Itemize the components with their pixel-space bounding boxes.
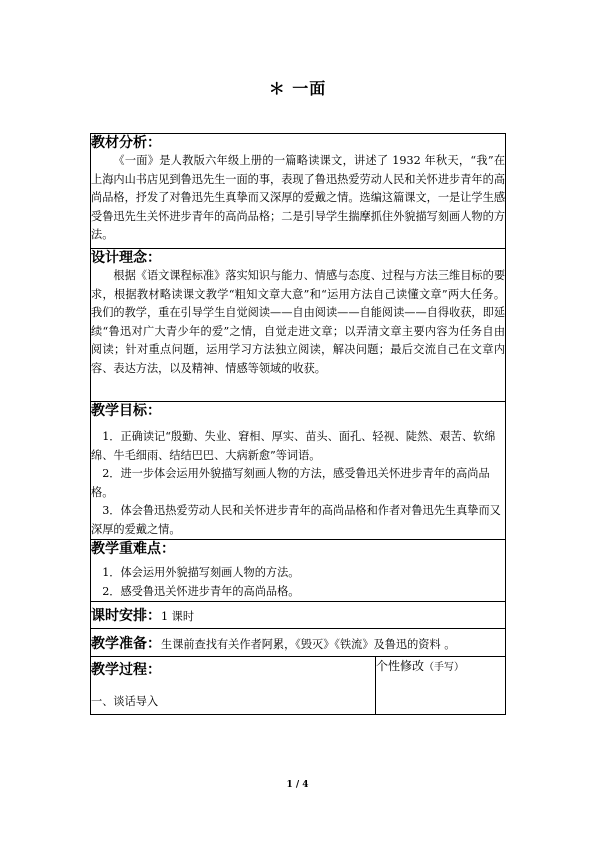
schedule-section	[91, 602, 506, 629]
concept-row	[91, 249, 506, 402]
preparation-row	[91, 629, 506, 657]
goal-item-1: 1．正确读记“殷勤、失业、窘相、厚实、苗头、面孔、轻视、陡然、艰苦、软绵绵、牛毛细雨、结结巴巴、大病新愈”等词语。	[91, 430, 496, 462]
revision-notes-label: 个性修改	[376, 659, 425, 673]
process-row	[91, 657, 506, 715]
schedule-heading: 课时安排：	[91, 608, 161, 624]
key-points-section	[91, 540, 506, 602]
schedule-row	[91, 602, 506, 629]
goals-heading: 教学目标：	[91, 403, 161, 419]
goal-item-2: 2．进一步体会运用外貌描写刻画人物的方法，感受鲁迅关怀进步青年的高尚品格。	[91, 467, 490, 499]
analysis-heading: 教材分析：	[91, 135, 161, 151]
page-number: 1 / 4	[286, 780, 309, 790]
schedule-value: 1 课时	[161, 610, 195, 623]
key-points-row	[91, 540, 506, 602]
goals-section	[91, 402, 506, 540]
preparation-section	[91, 629, 506, 657]
preparation-value: 生课前查找有关作者阿累，《毁灭》《铁流》及鲁迅的资料 。	[161, 637, 456, 651]
preparation-heading: 教学准备：	[91, 635, 161, 652]
revision-notes-hint: （手写）	[424, 662, 465, 673]
concept-section	[91, 249, 506, 402]
goals-row	[91, 402, 506, 540]
key-points-heading: 教学重难点：	[91, 541, 175, 557]
key-point-1: 1．体会运用外貌描写刻画人物的方法。	[102, 566, 300, 579]
process-heading: 教学过程：	[91, 662, 161, 678]
process-section	[91, 657, 376, 715]
process-step-1: 一、谈话导入	[91, 695, 159, 708]
document-title: ＊ 一面	[268, 79, 327, 98]
analysis-text: 《一面》是人教版六年级上册的一篇略读课文，讲述了 1932 年秋天，“我”在上海内山书店见到鲁迅先生一面的事，表现了鲁迅热爱劳动人民和关怀进步青年的高尚品格，抒发了对鲁迅先生真挚而又深厚的爱戴之情。选编这篇课文，一是让学生感受鲁迅先生关怀进步青年的高尚品格；二是引导学生揣摩抓住外貌描写刻画人物的方法。	[91, 154, 506, 241]
analysis-section	[91, 134, 506, 249]
key-point-2: 2．感受鲁迅关怀进步青年的高尚品格。	[102, 584, 300, 598]
concept-heading: 设计理念：	[91, 250, 161, 266]
goal-item-3: 3．体会鲁迅热爱劳动人民和关怀进步青年的高尚品格和作者对鲁迅先生真挚而又深厚的爱戴之情。	[91, 504, 501, 536]
analysis-row	[91, 134, 506, 249]
concept-text: 根据《语文课程标准》落实知识与能力、情感与态度、过程与方法三维目标的要求，根据教材略读课文教学“粗知文章大意”和“运用方法自己读懂文章”两大任务。我们的教学，重在引导学生自觉阅读——自由阅读——自能阅读——自得收获，即延续“鲁迅对广大青少年的爱”之情，自觉走进文章；以弄清文章主要内容为任务自由阅读；针对重点问题，运用学习方法独立阅读，解决问题；最后交流自己在文章内容、表达方法，以及精神、情感等领域的收获。	[91, 269, 506, 375]
lesson-plan-table	[90, 133, 506, 715]
revision-notes-cell	[376, 657, 506, 715]
